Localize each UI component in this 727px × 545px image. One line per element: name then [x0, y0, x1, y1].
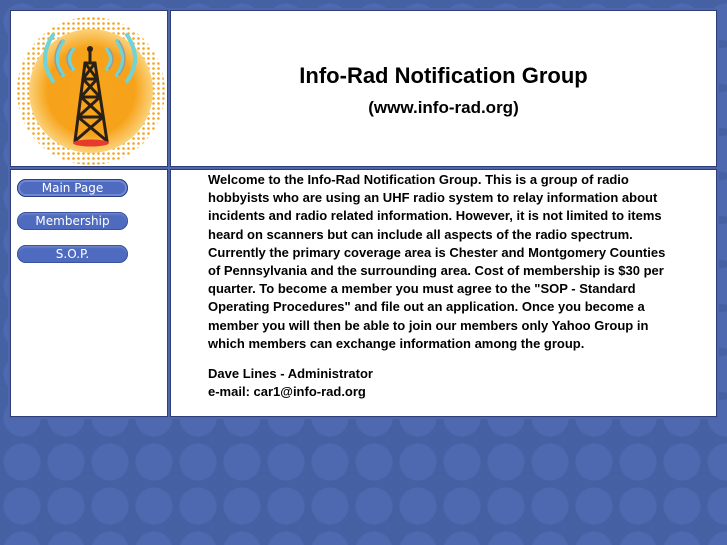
admin-name: Dave Lines - Administrator [208, 366, 373, 382]
intro-paragraph: Welcome to the Info-Rad Notification Group. This is a group of radio hobbyists who are using an UHF radio system to relay information about incidents and radio related information. However, it is not limited to items heard on scanners but can include all aspects of the radio spectrum. Currently the primary coverage area is Chester and Montgomery Counties of Pennsylvania and the surrounding area. Cost of membership is $30 per quarter. To become a member you must agree to the "SOP - Standard Operating Procedures" and file out an application. Once you become a member you will then be able to join our members only Yahoo Group in which members can exchange information among the group. [208, 172, 666, 351]
page-frame [8, 8, 719, 419]
content-body [208, 171, 678, 401]
page-title: Info-Rad Notification Group [299, 63, 588, 88]
nav-membership-button[interactable]: Membership [17, 212, 128, 230]
radio-tower-icon [11, 11, 167, 166]
main-content [170, 169, 717, 417]
logo-panel [10, 10, 168, 167]
admin-email[interactable]: e-mail: car1@info-rad.org [208, 384, 366, 400]
header-panel [170, 10, 717, 167]
nav-sop-button[interactable]: S.O.P. [17, 245, 128, 263]
sidebar-nav [10, 169, 168, 417]
site-url: (www.info-rad.org) [368, 98, 519, 117]
signature-block [208, 365, 678, 401]
nav-main-page-button[interactable]: Main Page [17, 179, 128, 197]
